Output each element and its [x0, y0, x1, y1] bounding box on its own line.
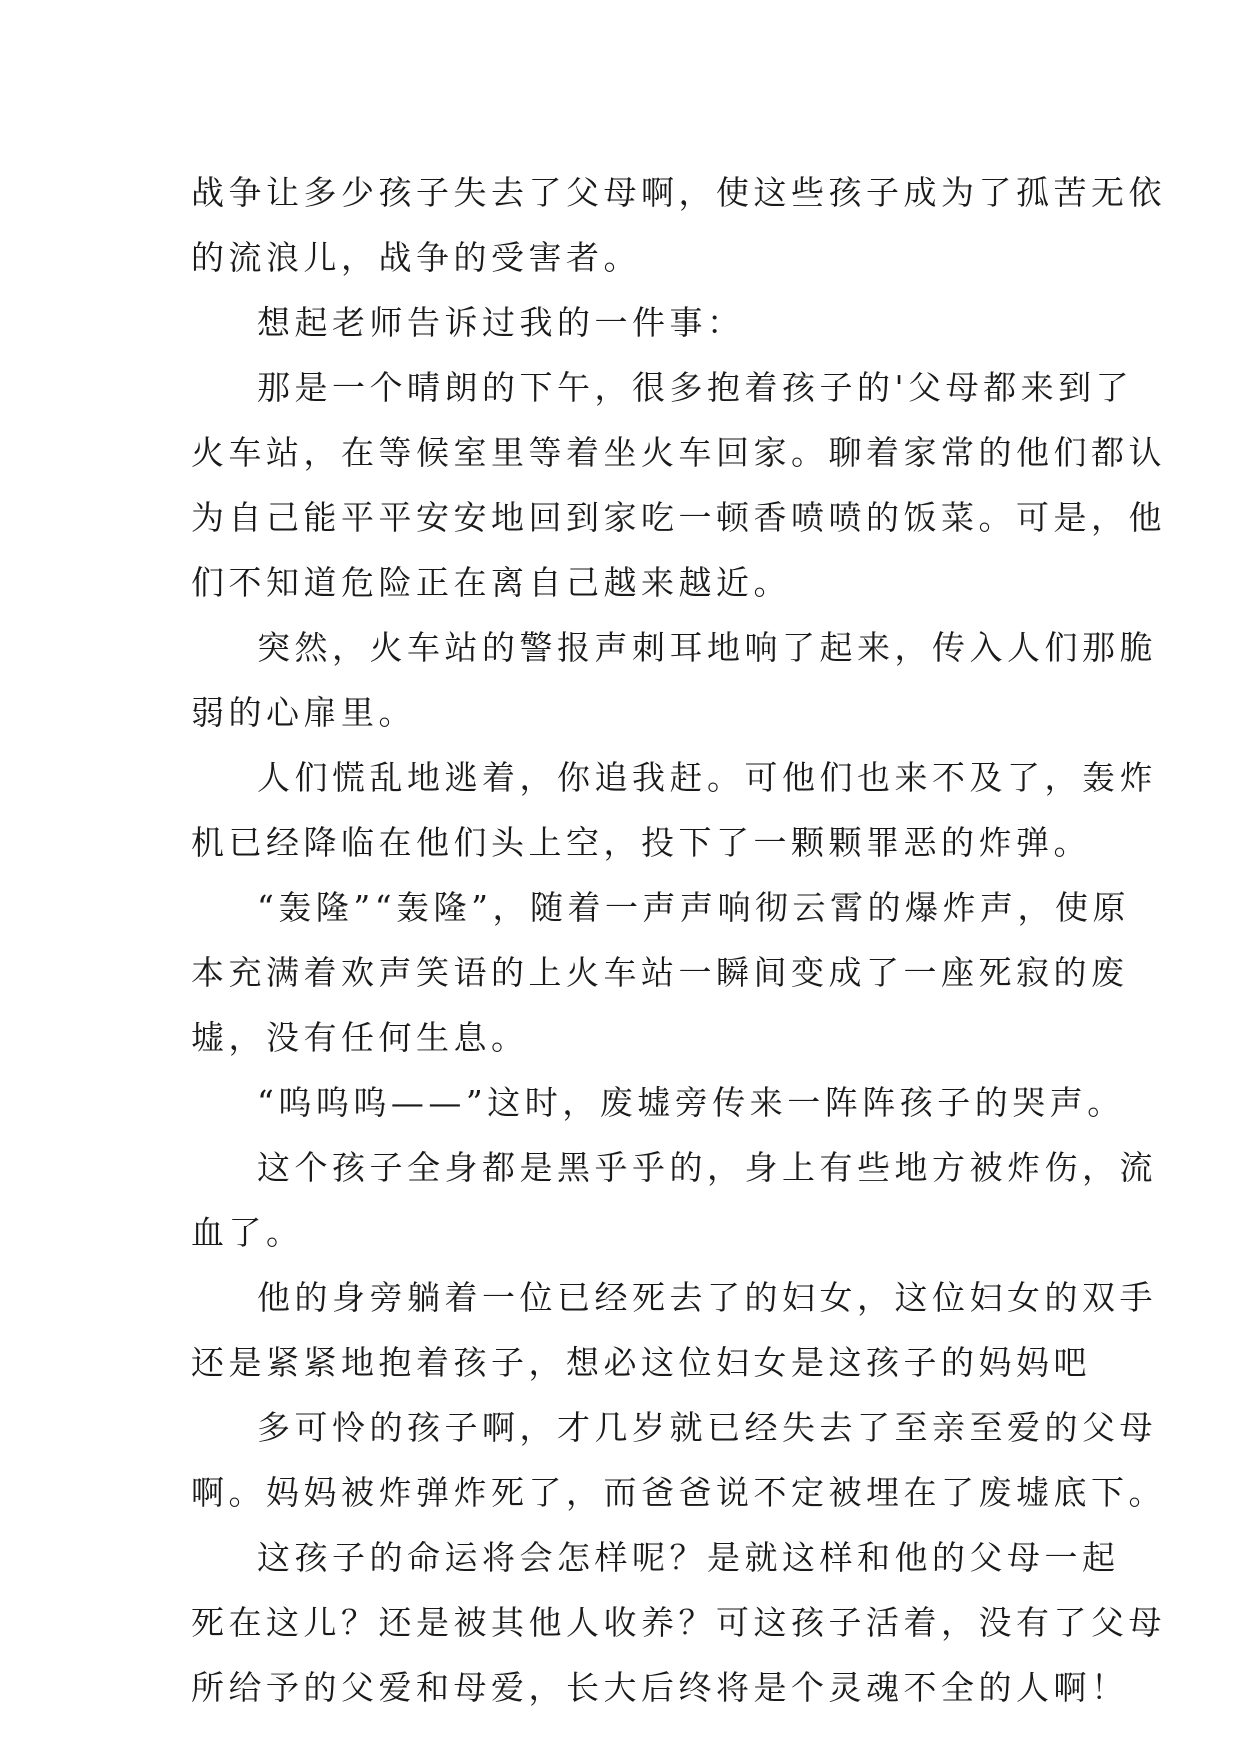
paragraph-10: [191, 1395, 1166, 1525]
text-line: 的流浪儿，战争的受害者。: [191, 238, 641, 277]
paragraph-5: [191, 745, 1157, 875]
paragraph-11: [191, 1525, 1166, 1720]
text-line: 这个孩子全身都是黑乎乎的，身上有些地方被炸伤，流: [257, 1148, 1157, 1187]
text-line: 多可怜的孩子啊，才几岁就已经失去了至亲至爱的父母: [257, 1408, 1157, 1447]
paragraph-4: [191, 615, 1157, 745]
text-line: 们不知道危险正在离自己越来越近。: [191, 563, 791, 602]
text-line: 所给予的父爱和母爱，长大后终将是个灵魂不全的人啊！: [191, 1668, 1129, 1707]
text-line: 想起老师告诉过我的一件事：: [257, 303, 745, 342]
text-line: “呜呜呜——”这时，废墟旁传来一阵阵孩子的哭声。: [257, 1083, 1125, 1122]
paragraph-2: [191, 290, 1071, 355]
paragraph-1: [191, 160, 1166, 290]
text-line: 死在这儿？还是被其他人收养？可这孩子活着，没有了父母: [191, 1603, 1166, 1642]
paragraph-8: [191, 1135, 1157, 1265]
text-line: 血了。: [191, 1213, 304, 1252]
text-line: “轰隆”“轰隆”，随着一声声响彻云霄的爆炸声，使原: [257, 888, 1130, 927]
text-line: 弱的心扉里。: [191, 693, 416, 732]
text-line: 这孩子的命运将会怎样呢？是就这样和他的父母一起: [257, 1538, 1120, 1577]
text-line: 战争让多少孩子失去了父母啊，使这些孩子成为了孤苦无依: [191, 173, 1166, 212]
text-line: 火车站，在等候室里等着坐火车回家。聊着家常的他们都认: [191, 433, 1166, 472]
text-line: 啊。妈妈被炸弹炸死了，而爸爸说不定被埋在了废墟底下。: [191, 1473, 1166, 1512]
text-line: 那是一个晴朗的下午，很多抱着孩子的'父母都来到了: [257, 368, 1134, 407]
paragraph-9: [191, 1265, 1157, 1395]
paragraph-3: [191, 355, 1166, 615]
text-line: 他的身旁躺着一位已经死去了的妇女，这位妇女的双手: [257, 1278, 1157, 1317]
text-line: 人们慌乱地逃着，你追我赶。可他们也来不及了，轰炸: [257, 758, 1157, 797]
text-line: 本充满着欢声笑语的上火车站一瞬间变成了一座死寂的废: [191, 953, 1129, 992]
text-line: 机已经降临在他们头上空，投下了一颗颗罪恶的炸弹。: [191, 823, 1091, 862]
paragraph-6: [191, 875, 1130, 1070]
body-text: [191, 160, 1166, 1720]
text-line: 为自己能平平安安地回到家吃一顿香喷喷的饭菜。可是，他: [191, 498, 1166, 537]
text-line: 还是紧紧地抱着孩子，想必这位妇女是这孩子的妈妈吧: [191, 1343, 1091, 1382]
text-line: 墟，没有任何生息。: [191, 1018, 529, 1057]
paragraph-7: [191, 1070, 1125, 1135]
text-line: 突然，火车站的警报声刺耳地响了起来，传入人们那脆: [257, 628, 1157, 667]
